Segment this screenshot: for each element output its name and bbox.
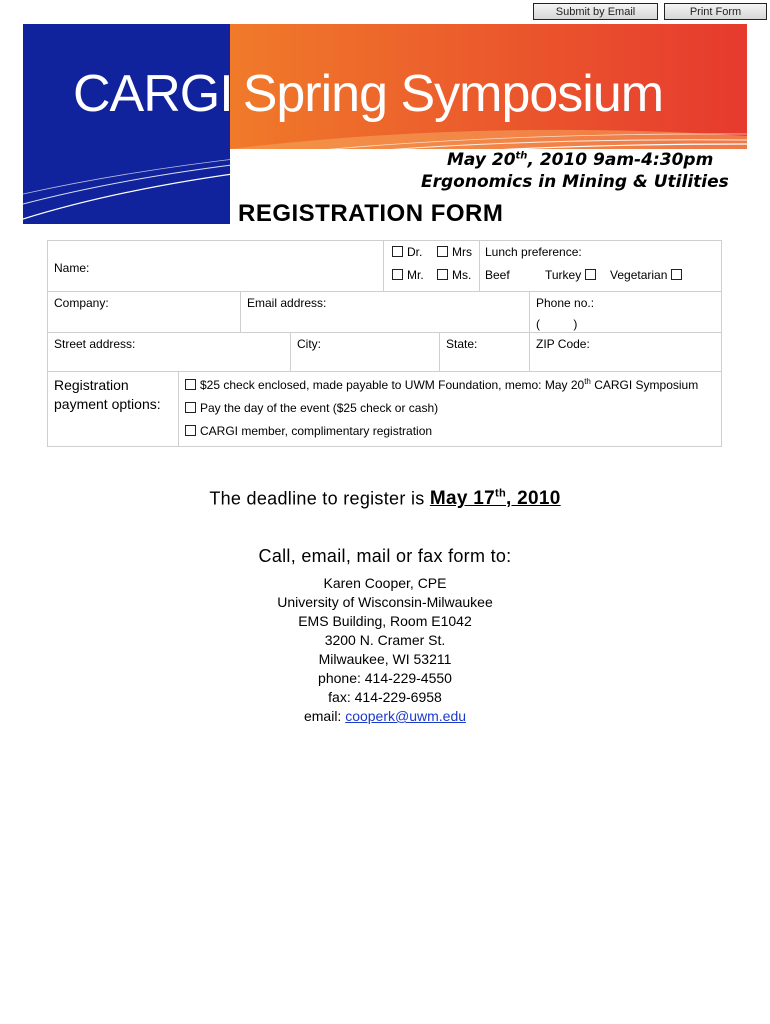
- deadline-prefix: The deadline to register is: [209, 488, 430, 509]
- lunch-turkey[interactable]: [545, 268, 600, 282]
- zip-cell[interactable]: [530, 333, 721, 372]
- payment-option-check-suffix: CARGI Symposium: [590, 378, 699, 392]
- email-label: Email address:: [247, 296, 327, 310]
- contact-phone: phone: 414-229-4550: [318, 670, 452, 686]
- payment-option-check[interactable]: [185, 377, 698, 392]
- event-date-main: May 20: [447, 150, 516, 170]
- banner-title: [73, 64, 663, 124]
- contact-name: Karen Cooper, CPE: [323, 575, 447, 591]
- contact-street: 3200 N. Cramer St.: [324, 632, 446, 648]
- symposium-banner: [23, 24, 747, 224]
- street-cell[interactable]: [48, 333, 291, 372]
- payment-option-day-of-event[interactable]: [185, 401, 438, 415]
- registration-form-title: REGISTRATION FORM: [238, 200, 504, 227]
- checkbox-icon: [392, 246, 403, 257]
- banner-title-cargi: CARGI: [73, 65, 233, 123]
- checkbox-icon: [185, 379, 196, 390]
- lunch-vegetarian[interactable]: [610, 268, 686, 282]
- contact-heading: Call, email, mail or fax form to:: [258, 546, 512, 566]
- lunch-cell: [480, 241, 721, 292]
- banner-graphic: [23, 24, 747, 224]
- name-label: Name:: [54, 261, 90, 275]
- email-cell[interactable]: [241, 292, 530, 333]
- payment-label-line1: Registration: [54, 377, 129, 393]
- lunch-label: Lunch preference:: [485, 245, 582, 259]
- name-cell[interactable]: [48, 241, 384, 292]
- deadline-date-sup: th: [495, 488, 507, 500]
- deadline-date: [430, 488, 561, 509]
- city-label: City:: [297, 337, 321, 351]
- submit-by-email-button[interactable]: Submit by Email: [533, 3, 658, 20]
- payment-option-check-label: $25 check enclosed, made payable to UWM Foundation, memo: May 20: [200, 378, 585, 392]
- checkbox-icon: [671, 269, 682, 280]
- contact-fax: fax: 414-229-6958: [328, 689, 442, 705]
- street-label: Street address:: [54, 337, 136, 351]
- event-date-sup: th: [515, 150, 528, 162]
- salutation-mrs-label: Mrs: [452, 245, 472, 259]
- registration-deadline: [0, 488, 770, 510]
- contact-org: University of Wisconsin-Milwaukee: [277, 594, 493, 610]
- event-date-time: , 2010 9am-4:30pm: [527, 150, 714, 170]
- city-cell[interactable]: [291, 333, 440, 372]
- salutation-dr-label: Dr.: [407, 245, 423, 259]
- lunch-turkey-label: Turkey: [545, 268, 582, 282]
- event-subtitle: Ergonomics in Mining & Utilities: [421, 172, 729, 192]
- phone-format: ( ): [536, 317, 578, 331]
- checkbox-icon: [437, 269, 448, 280]
- phone-cell[interactable]: [530, 292, 721, 333]
- contact-email-prefix: email:: [303, 708, 346, 724]
- event-date: [447, 150, 713, 170]
- contact-block: [0, 574, 770, 726]
- deadline-date-main: May 17: [429, 488, 496, 510]
- contact-email-link[interactable]: cooperk@uwm.edu: [345, 708, 467, 724]
- state-label: State:: [446, 337, 478, 351]
- checkbox-icon: [185, 425, 196, 436]
- contact-email-line: [0, 707, 770, 726]
- print-form-button[interactable]: Print Form: [664, 3, 767, 20]
- payment-label-line2: payment options:: [54, 396, 161, 412]
- company-cell[interactable]: [48, 292, 241, 333]
- salutation-ms[interactable]: [437, 268, 471, 282]
- zip-label: ZIP Code:: [536, 337, 590, 351]
- checkbox-icon: [585, 269, 596, 280]
- payment-option-check-sup: th: [584, 377, 591, 386]
- contact-city: Milwaukee, WI 53211: [318, 651, 452, 667]
- payment-option-member-label: CARGI member, complimentary registration: [200, 424, 433, 438]
- checkbox-icon: [437, 246, 448, 257]
- state-cell[interactable]: [440, 333, 530, 372]
- salutation-dr[interactable]: [392, 245, 422, 259]
- company-label: Company:: [54, 296, 109, 310]
- payment-option-day-label: Pay the day of the event ($25 check or cash): [200, 401, 439, 415]
- banner-title-symposium: Spring Symposium: [242, 65, 664, 123]
- lunch-vegetarian-label: Vegetarian: [610, 268, 668, 282]
- salutation-mr[interactable]: [392, 268, 424, 282]
- salutation-mr-label: Mr.: [407, 268, 424, 282]
- checkbox-icon: [392, 269, 403, 280]
- phone-label: Phone no.:: [536, 296, 595, 310]
- deadline-date-year: , 2010: [506, 488, 561, 510]
- contact-building: EMS Building, Room E1042: [298, 613, 472, 629]
- payment-label-cell: [48, 372, 179, 446]
- checkbox-icon: [185, 402, 196, 413]
- salutation-mrs[interactable]: [437, 245, 472, 259]
- registration-form: [47, 240, 722, 447]
- salutation-ms-label: Ms.: [452, 268, 472, 282]
- payment-option-member[interactable]: [185, 424, 432, 438]
- lunch-beef-label: Beef: [485, 268, 510, 282]
- salutation-cell: [384, 241, 480, 292]
